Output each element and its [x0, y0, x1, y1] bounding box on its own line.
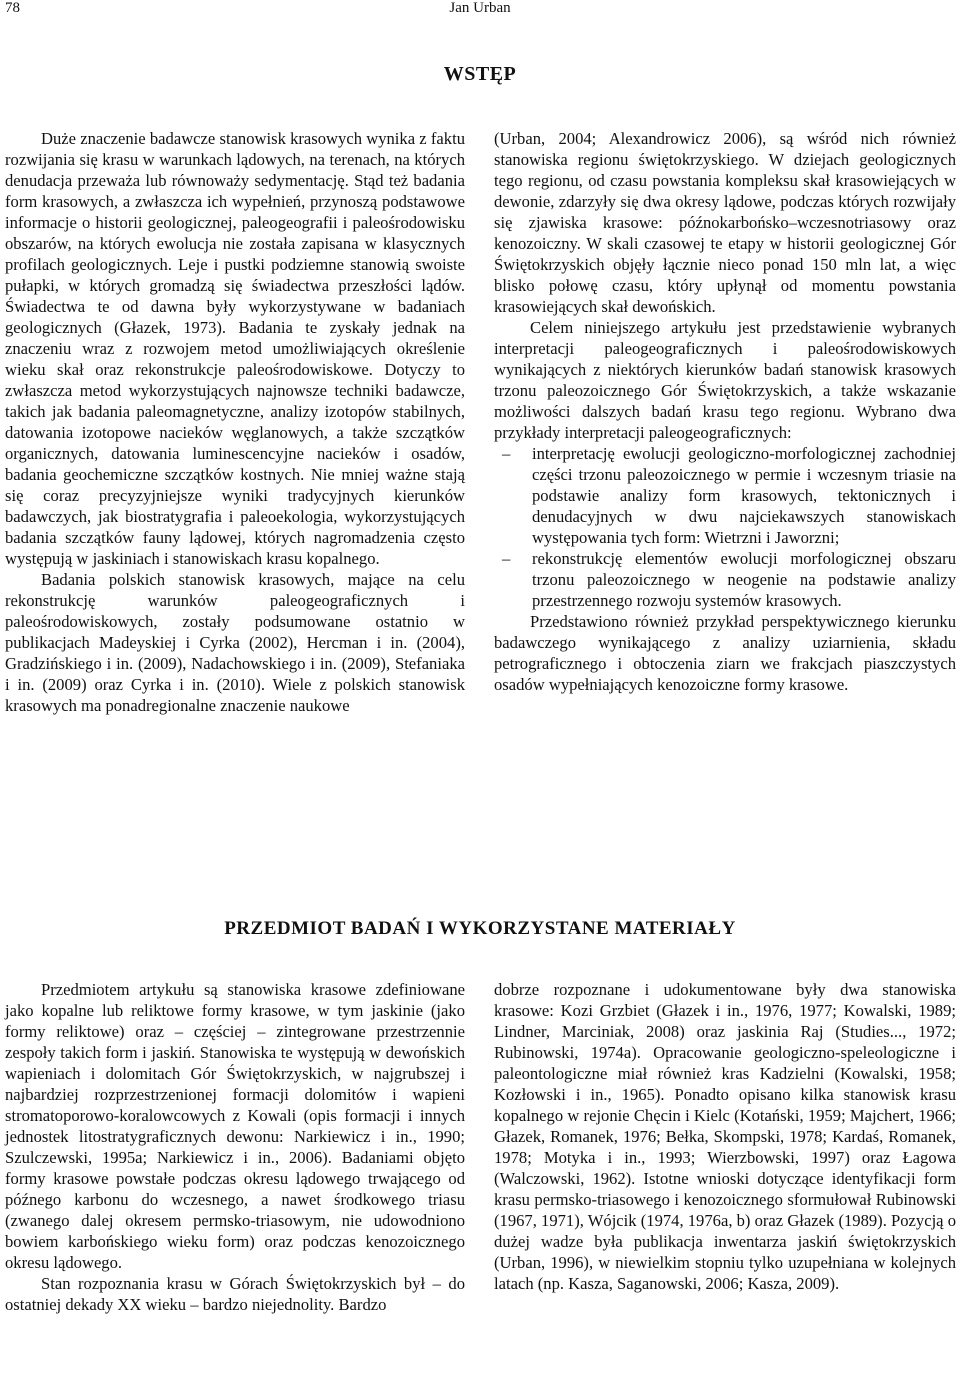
- paragraph: Stan rozpoznania krasu w Górach Świętokrzyskich był – do ostatniej dekady XX wieku – bardzo niejednolity. Bardzo: [5, 1274, 465, 1314]
- paragraph: (Urban, 2004; Alexandrowicz 2006), są wśród nich również stanowiska regionu świętokrzyskiego. W dziejach geologicznych tego regionu, od czasu powstania kompleksu skał krasowiejących w dewonie, zdarzyły się dwa okresy lądowe, podczas których rozwijały się zjawiska krasowe: późnokarbońsko–wczesnotriasowy oraz kenozoiczny. W skali czasowej te etapy w historii geologicznej Gór Świętokrzyskich objęły łącznie nieco ponad 150 mln lat, a więc blisko połowę czasu, który upłynął od momentu powstania krasowiejących skał dewońskich.: [494, 129, 956, 316]
- section2-right-column: [494, 979, 956, 1294]
- page-header: [0, 0, 960, 22]
- section2-left-column: [5, 979, 465, 1315]
- list-item: – interpretację ewolucji geologiczno-morfologicznej zachodniej części trzonu paleozoicznego w permie i wczesnym triasie na podstawie analizy form krasowych, tektonicznych i denudacyjnych w dwu najciekawszych stanowiskach występowania tych form: Wietrzni i Jaworzni;: [494, 443, 956, 548]
- page-number: 78: [5, 0, 20, 16]
- paragraph: Duże znaczenie badawcze stanowisk krasowych wynika z faktu rozwijania się krasu w warunkach lądowych, na terenach, na których denudacja przeważa lub równoważy sedymentację. Stąd też badania form krasowych, a zwłaszcza ich wypełnień, przynoszą podstawowe informacje o historii geologicznej, paleogeografii i paleośrodowisku obszarów, na których ewolucja nie została zapisana w klasycznych profilach geologicznych. Leje i pustki podziemne stanowią swoiste pułapki, w których gromadzą się świadectwa przeszłości lądów. Świadectwa te od dawna były wykorzystywane w badaniach geologicznych (Głazek, 1973). Badania te zyskały jednak na znaczeniu wraz z rozwojem metod umożliwiających określenie wieku skał oraz rekonstrukcje paleośrodowiskowe. Dotyczy to zwłaszcza metod wykorzystujących najnowsze techniki badawcze, takich jak badania paleomagnetyczne, analizy izotopów stabilnych, datowania izotopowe nacieków węglanowych, a także szczątków organicznych, datowania luminescencyjne nacieków i osadów, badania geochemiczne szczątków kostnych. Nie mniej ważne stają się coraz precyzyjniejsze wyniki tradycyjnych kierunków badawczych, jak biostratygrafia i paleoekologia, wykorzystujących badania szczątków fauny lądowej, których nagromadzenia często występują w jaskiniach i stanowiskach krasu kopalnego.: [5, 129, 465, 568]
- section1-left-column: [5, 128, 465, 716]
- list-item: – rekonstrukcję elementów ewolucji morfologicznej obszaru trzonu paleozoicznego w neogenie na podstawie analizy przestrzennego rozwoju systemów krasowych.: [494, 548, 956, 611]
- running-head-author: Jan Urban: [449, 0, 511, 16]
- paragraph: Badania polskich stanowisk krasowych, mające na celu rekonstrukcję warunków paleogeograficznych i paleośrodowiskowych, zostały podsumowane ostatnio w publikacjach Madeyskiej i Cyrka (2002), Hercman i in. (2004), Gradzińskiego i in. (2009), Nadachowskiego i in. (2009), Stefaniaka i in. (2009) oraz Cyrka i in. (2010). Wiele z polskich stanowisk krasowych ma ponadregionalne znaczenie naukowe: [5, 570, 465, 715]
- paragraph: dobrze rozpoznane i udokumentowane były dwa stanowiska krasowe: Kozi Grzbiet (Głazek i in., 1976, 1977; Kowalski, 1989; Lindner, Marciniak, 2008) oraz jaskinia Raj (Studies..., 1972; Rubinowski, 1974a). Opracowanie geologiczno-speleologiczne i paleontologiczne miał również kras Kadzielni (Kowalski, 1958; Kozłowski i in., 1965). Ponadto opisano kilka stanowisk krasu kopalnego w rejonie Chęcin i Kielc (Kotański, 1959; Majchert, 1966; Głazek, Romanek, 1976; Bełka, Skompski, 1978; Kardaś, Romanek, 1978; Motyka i in., 1993; Wierzbowski, 1997) oraz Łagowa (Walczowski, 1962). Istotne wnioski dotyczące identyfikacji form krasu permsko-triasowego i kenozoicznego sformułował Rubinowski (1967, 1971), Wójcik (1974, 1976a, b) oraz Głazek (1989). Pozycją o dużej wadze była publikacja inwentarza jaskiń świętokrzyskich (Urban, 1996), w niewielkim stopniu tylko uzupełniana w kolejnych latach (np. Kasza, Saganowski, 2006; Kasza, 2009).: [494, 980, 956, 1293]
- interpretation-list: [494, 443, 956, 611]
- paragraph: Przedstawiono również przykład perspektywicznego kierunku badawczego wynikającego z analizy uziarnienia, składu petrograficznego i obtoczenia ziarn we frakcjach piaszczystych osadów wypełniających kenozoiczne formy krasowe.: [494, 612, 956, 694]
- paragraph: Celem niniejszego artykułu jest przedstawienie wybranych interpretacji paleogeograficznych i paleośrodowiskowych wynikających z niektórych kierunków badań stanowisk krasowych trzonu paleozoicznego Gór Świętokrzyskich, a także wskazanie możliwości dalszych badań krasu tego regionu. Wybrano dwa przykłady interpretacji paleogeograficznych:: [494, 318, 956, 442]
- section-title-wstep: WSTĘP: [443, 63, 517, 85]
- paragraph: Przedmiotem artykułu są stanowiska krasowe zdefiniowane jako kopalne lub reliktowe formy krasowe, w tym jaskinie (jako formy reliktowe) oraz – częściej – zintegrowane przestrzennie zespoły takich form i jaskiń. Stanowiska te występują w dewońskich wapieniach i dolomitach Gór Świętokrzyskich, w najgrubszej i najbardziej rozprzestrzenionej formacji dolomitów i wapieni stromatoporowo-koralowcowych z Kowali (opis formacji i innych jednostek litostratygraficznych dewonu: Narkiewicz i in., 1990; Szulczewski, 1995a; Narkiewicz i in., 2006). Badaniami objęto formy krasowe powstałe podczas okresu lądowego trwającego od późnego karbonu do wczesnego, a nawet środkowego triasu (zwanego dalej okresem permsko-triasowym, nie udowodniono bowiem karbońskiego wieku form) oraz podczas kenozoicznego okresu lądowego.: [5, 980, 465, 1272]
- section-title-przedmiot: PRZEDMIOT BADAŃ I WYKORZYSTANE MATERIAŁY: [224, 918, 736, 939]
- section1-right-column: [494, 128, 956, 695]
